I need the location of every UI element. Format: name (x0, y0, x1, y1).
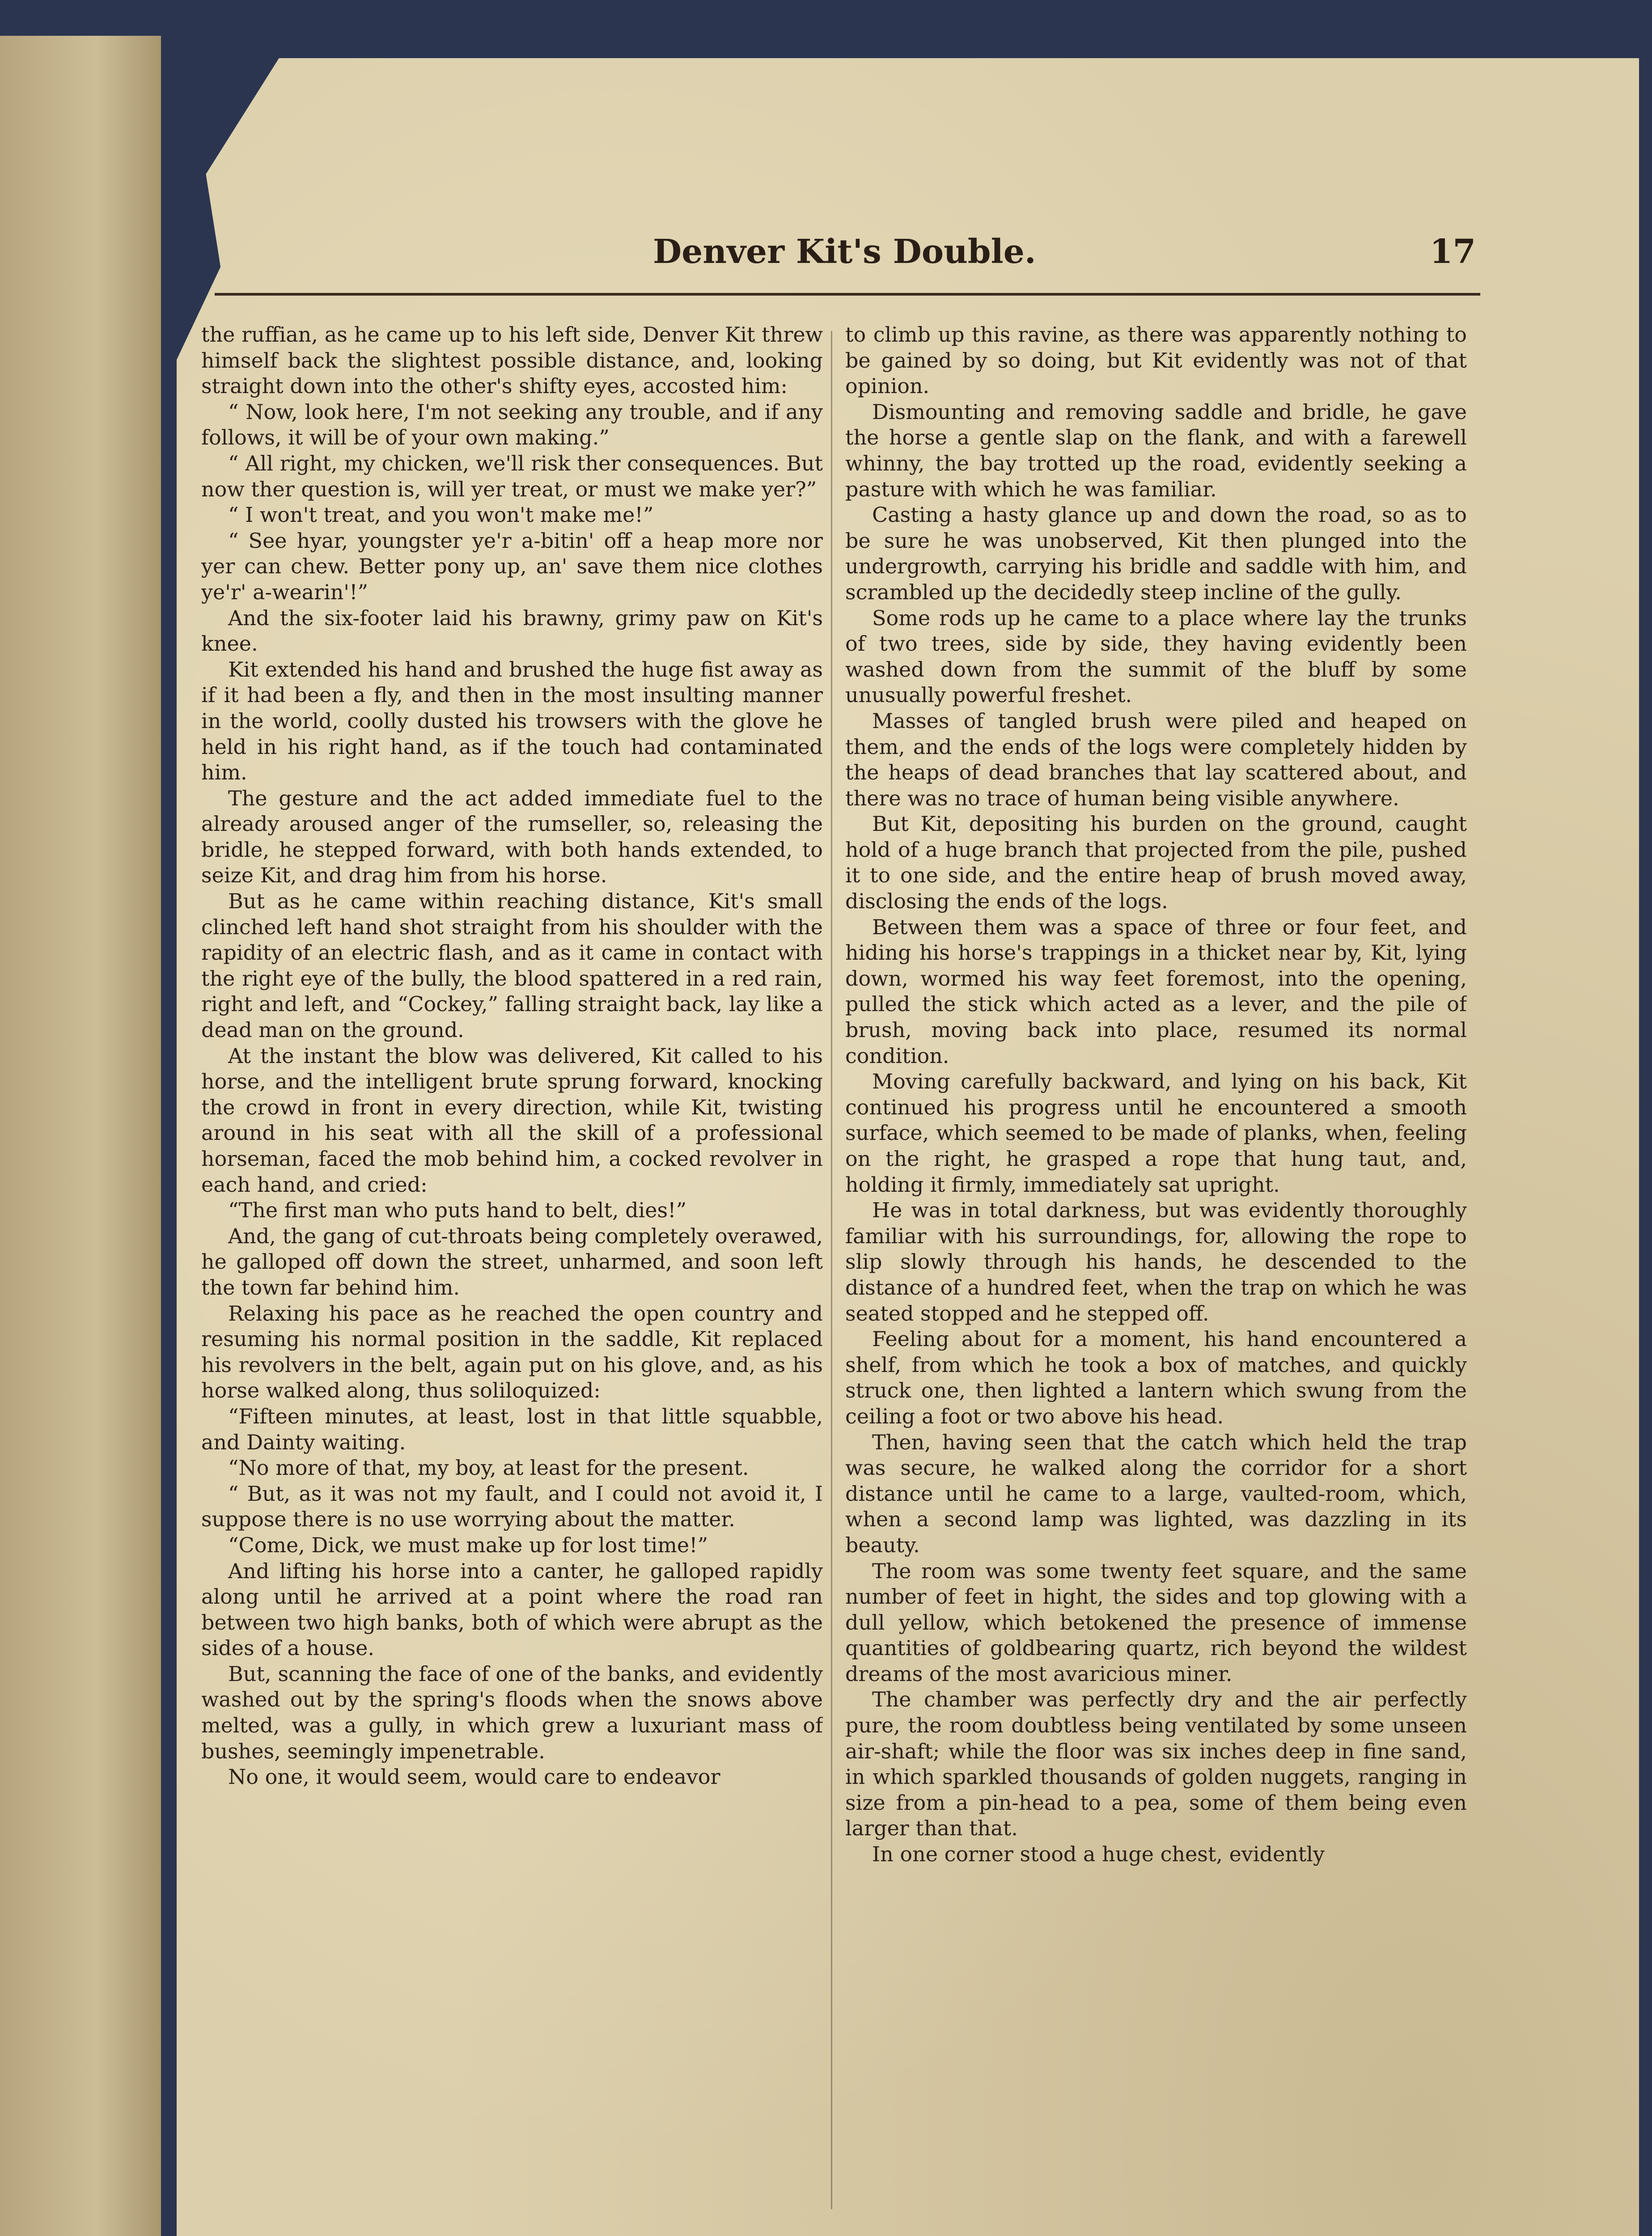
paragraph: Feeling about for a moment, his hand encountered a shelf, from which he took a box of matches, and quickly struck one, then lighted a lantern which swung from the ceiling a foot or two above his head. (845, 1327, 1467, 1428)
paragraph: “No more of that, my boy, at least for the present. (228, 1456, 749, 1480)
paragraph: And, the gang of cut-throats being completely overawed, he galloped off down the street, unharmed, and soon left the town far behind him. (201, 1224, 823, 1300)
paragraph: Masses of tangled brush were piled and heaped on them, and the ends of the logs were completely hidden by the heaps of dead branches that lay scattered about, and there was no trace of human being visible anywhere. (845, 708, 1467, 810)
paragraph: No one, it would seem, would care to endeavor (228, 1765, 720, 1789)
facing-page-edge (0, 36, 161, 2236)
paragraph: But, scanning the face of one of the banks, and evidently washed out by the spring's floods when the snows above melted, was a gully, in which grew a luxuriant mass of bushes, seemingly impenetrable. (201, 1661, 823, 1763)
paragraph: Dismounting and removing saddle and bridle, he gave the horse a gentle slap on the flank, and with a farewell whinny, the bay trotted up the road, evidently seeking a pasture with which he was familiar. (845, 399, 1467, 501)
paragraph: “Fifteen minutes, at least, lost in that little squabble, and Dainty waiting. (201, 1404, 823, 1454)
paragraph: to climb up this ravine, as there was apparently nothing to be gained by so doing, but Kit evidently was not of that opinion. (845, 322, 1467, 398)
paragraph: He was in total darkness, but was evidently thoroughly familiar with his surroundings, for, allowing the rope to slip slowly through his hands, he descended to the distance of a hundred feet, when the trap on which he was seated stopped and he stepped off. (845, 1198, 1467, 1326)
paragraph: “ See hyar, youngster ye'r a-bitin' off a heap more nor yer can chew. Better pony up, an' save them nice clothes ye'r' a-wearin'!” (201, 528, 823, 604)
paragraph: Relaxing his pace as he reached the open country and resuming his normal position in the saddle, Kit replaced his revolvers in the belt, again put on his glove, and, as his horse walked along, thus soliloquized: (201, 1301, 823, 1403)
paragraph: The chamber was perfectly dry and the air perfectly pure, the room doubtless being ventilated by some unseen air-shaft; while the floor was six inches deep in fine sand, in which sparkled thousands of golden nuggets, ranging in size from a pin-head to a pea, some of them being even larger than that. (845, 1687, 1467, 1841)
page-title: Denver Kit's Double. (653, 233, 1036, 271)
paragraph: In one corner stood a huge chest, evidently (872, 1842, 1325, 1867)
paragraph: But as he came within reaching distance, Kit's small clinched left hand shot straight from his shoulder with the rapidity of an electric flash, and as it came in contact with the right eye of the bully, the blood spattered in a red rain, right and left, and “Cockey,” falling straight back, lay like a dead man on the ground. (201, 889, 823, 1042)
text-column-right (845, 322, 1467, 2209)
paragraph: Then, having seen that the catch which held the trap was secure, he walked along the corridor for a short distance until he came to a large, vaulted-room, which, when a second lamp was lighted, was dazzling in its beauty. (845, 1430, 1467, 1557)
column-divider (831, 331, 832, 2209)
paragraph: Some rods up he came to a place where lay the trunks of two trees, side by side, they having evidently been washed down from the summit of the bluff by some unusually powerful freshet. (845, 606, 1467, 707)
header-rule (215, 293, 1480, 296)
paragraph: “ I won't treat, and you won't make me!” (228, 503, 654, 527)
paragraph: the ruffian, as he came up to his left side, Denver Kit threw himself back the slightest possible distance, and, looking straight down into the other's shifty eyes, accosted him: (201, 322, 823, 398)
paragraph: “Come, Dick, we must make up for lost time!” (228, 1533, 708, 1557)
paragraph: And lifting his horse into a canter, he galloped rapidly along until he arrived at a point where the road ran between two high banks, both of which were abrupt as the sides of a house. (201, 1558, 823, 1660)
paragraph: “The first man who puts hand to belt, dies!” (228, 1198, 687, 1223)
paragraph: The gesture and the act added immediate fuel to the already aroused anger of the rumseller, so, releasing the bridle, he stepped forward, with both hands extended, to seize Kit, and drag him from his horse. (201, 786, 823, 888)
paragraph: “ All right, my chicken, we'll risk ther consequences. But now ther question is, will yer treat, or must we make yer?” (201, 451, 823, 501)
paragraph: Moving carefully backward, and lying on his back, Kit continued his progress until he encountered a smooth surface, which seemed to be made of planks, when, feeling on the right, he grasped a rope that hung taut, and, holding it firmly, immediately sat upright. (845, 1069, 1467, 1197)
paragraph: “ But, as it was not my fault, and I could not avoid it, I suppose there is no use worrying about the matter. (201, 1481, 823, 1532)
text-column-left (201, 322, 823, 2209)
paragraph: Between them was a space of three or four feet, and hiding his horse's trappings in a thicket near by, Kit, lying down, wormed his way feet foremost, into the opening, pulled the stick which acted as a lever, and the pile of brush, moving back into place, resumed its normal condition. (845, 915, 1467, 1068)
paragraph: And the six-footer laid his brawny, grimy paw on Kit's knee. (201, 606, 823, 656)
paragraph: “ Now, look here, I'm not seeking any trouble, and if any follows, it will be of your own making.” (201, 399, 823, 450)
paragraph: Kit extended his hand and brushed the huge fist away as if it had been a fly, and then in the most insulting manner in the world, coolly dusted his trowsers with the glove he held in his right hand, as if the touch had contaminated him. (201, 657, 823, 785)
paragraph: But Kit, depositing his burden on the ground, caught hold of a huge branch that projected from the pile, pushed it to one side, and the entire heap of brush moved away, disclosing the ends of the logs. (845, 812, 1467, 914)
paragraph: At the instant the blow was delivered, Kit called to his horse, and the intelligent brute sprung forward, knocking the crowd in front in every direction, while Kit, twisting around in his seat with all the skill of a professional horseman, faced the mob behind him, a cocked revolver in each hand, and cried: (201, 1043, 823, 1197)
paragraph: The room was some twenty feet square, and the same number of feet in hight, the sides and top glowing with a dull yellow, which betokened the presence of immense quantities of goldbearing quartz, rich beyond the wildest dreams of the most avaricious miner. (845, 1558, 1467, 1686)
paragraph: Casting a hasty glance up and down the road, so as to be sure he was unobserved, Kit then plunged into the undergrowth, carrying his bridle and saddle with him, and scrambled up the decidedly steep incline of the gully. (845, 503, 1467, 604)
page-number: 17 (1430, 233, 1476, 271)
running-header (215, 233, 1476, 286)
